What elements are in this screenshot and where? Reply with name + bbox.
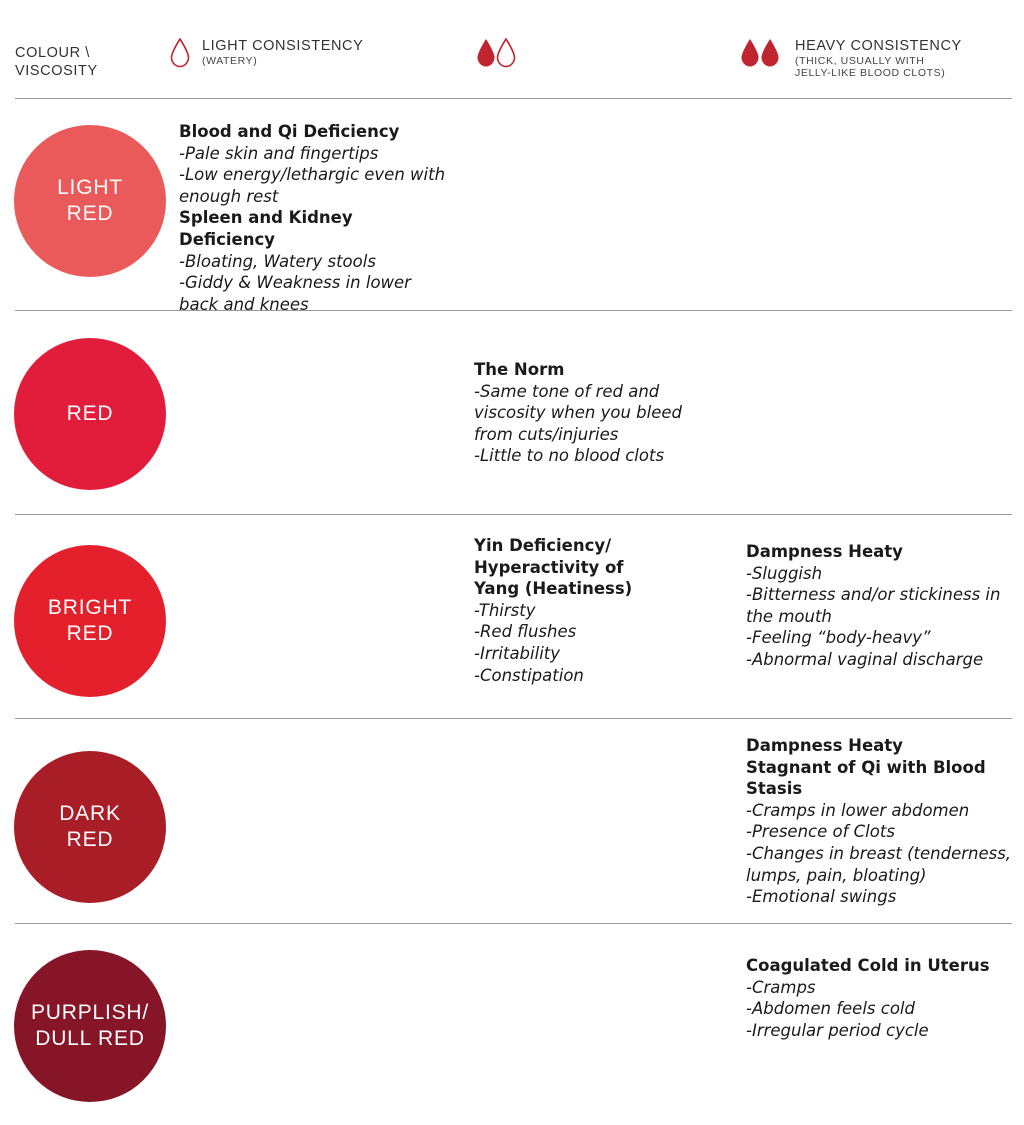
heavy-drops-icon — [740, 38, 782, 68]
symptom-line: -Abdomen feels cold — [746, 999, 915, 1019]
light-drop-icon — [170, 38, 190, 68]
light-consistency-title: LIGHT CONSISTENCY — [202, 38, 364, 54]
symptom-line: -Constipation — [474, 665, 584, 685]
symptom-line: -Red flushes — [474, 622, 577, 642]
condition-title: Dampness Heaty — [746, 736, 903, 755]
symptom-line: -Same tone of red and viscosity when you bleed from cuts/injuries — [474, 381, 682, 444]
colour-circle-purplish-dull-red — [14, 950, 166, 1102]
condition-title: The Norm — [474, 360, 565, 379]
heavy-consistency-subtitle: (THICK, USUALLY WITH JELLY-LIKE BLOOD CLOTS) — [795, 55, 946, 79]
cell-red-medium — [474, 359, 689, 467]
heavy-consistency-title: HEAVY CONSISTENCY — [795, 38, 962, 54]
symptom-line: -Low energy/lethargic even with enough rest — [179, 165, 446, 206]
symptom-line: -Little to no blood clots — [474, 446, 665, 466]
colour-label: RED — [66, 402, 114, 425]
symptom-line: -Bloating, Watery stools — [179, 251, 376, 271]
symptom-line: -Emotional swings — [746, 887, 897, 907]
colour-label: PURPLISH/ DULL RED — [30, 1001, 150, 1050]
condition-title: Spleen and Kidney Deficiency — [179, 208, 353, 249]
colour-circle-red — [14, 338, 166, 490]
medium-drops-icon — [476, 38, 518, 68]
colour-label: BRIGHT RED — [47, 596, 133, 645]
symptom-line: -Irritability — [474, 643, 561, 663]
condition-title: Yin Deficiency/ Hyperactivity of Yang (Heatiness) — [474, 536, 633, 599]
colour-label: DARK RED — [59, 802, 121, 851]
header-divider — [15, 98, 1012, 99]
light-consistency-subtitle: (WATERY) — [202, 55, 258, 67]
symptom-line: -Cramps — [746, 977, 816, 997]
symptom-line: -Cramps in lower abdomen — [746, 800, 970, 820]
colour-circle-dark-red — [14, 751, 166, 903]
condition-title: Coagulated Cold in Uterus — [746, 956, 990, 975]
row-divider — [15, 514, 1012, 515]
symptom-line: -Feeling “body-heavy” — [746, 628, 931, 648]
axis-label: COLOUR \ VISCOSITY — [15, 45, 98, 79]
cell-dark-red-heavy — [746, 735, 1016, 908]
row-divider — [15, 718, 1012, 719]
symptom-line: -Changes in breast (tenderness, lumps, pain, bloating) — [746, 843, 1012, 885]
symptom-line: -Presence of Clots — [746, 822, 895, 842]
symptom-line: -Bitterness and/or stickiness in the mouth — [746, 585, 1001, 626]
condition-title: Dampness Heaty — [746, 542, 903, 561]
condition-title: Stagnant of Qi with Blood Stasis — [746, 757, 986, 799]
colour-circle-bright-red — [14, 545, 166, 697]
symptom-line: -Pale skin and fingertips — [179, 143, 379, 163]
symptom-line: -Sluggish — [746, 563, 823, 583]
cell-bright-red-medium — [474, 535, 674, 686]
symptom-line: -Abnormal vaginal discharge — [746, 649, 984, 669]
symptom-line: -Irregular period cycle — [746, 1020, 929, 1040]
row-divider — [15, 923, 1012, 924]
condition-title: Blood and Qi Deficiency — [179, 122, 400, 141]
colour-label: LIGHT RED — [57, 176, 123, 225]
symptom-line: -Giddy & Weakness in lower back and knees — [179, 273, 411, 314]
cell-light-red-light — [179, 121, 449, 315]
cell-purplish-dull-red-heavy — [746, 955, 1011, 1041]
row-divider — [15, 310, 1012, 311]
cell-bright-red-heavy — [746, 541, 1011, 671]
symptom-line: -Thirsty — [474, 600, 536, 620]
colour-circle-light-red — [14, 125, 166, 277]
